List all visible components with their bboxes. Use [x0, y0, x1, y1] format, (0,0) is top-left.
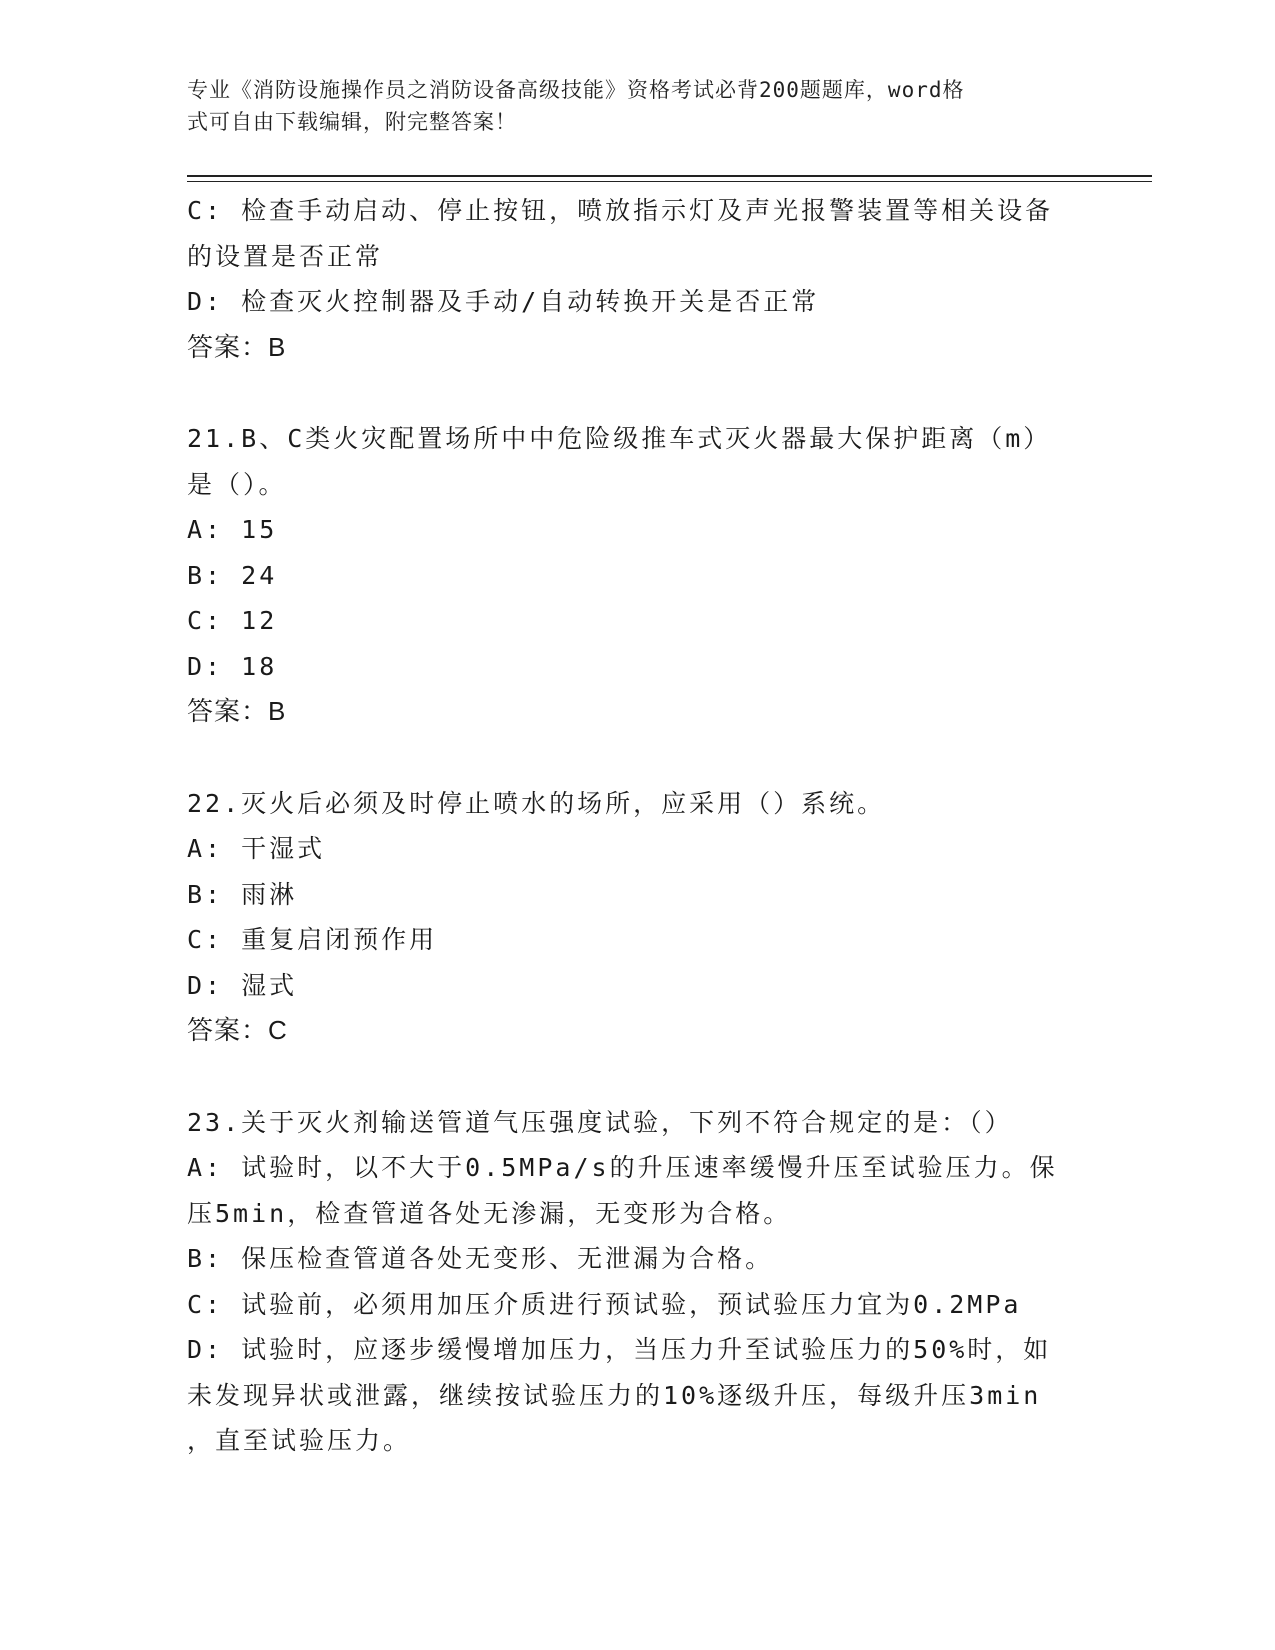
q22-answer: 答案：C [187, 1015, 288, 1045]
question-list [187, 188, 1087, 1464]
q23-option-a-line-2: 压5min，检查管道各处无渗漏，无变形为合格。 [187, 1198, 792, 1228]
q23-stem: 23.关于灭火剂输送管道气压强度试验，下列不符合规定的是：（） [187, 1107, 1013, 1137]
page-header [187, 74, 1067, 138]
q23-option-a-line-1: A: 试验时，以不大于0.5MPa/s的升压速率缓慢升压至试验压力。保 [187, 1153, 1058, 1182]
question-21 [187, 416, 1087, 735]
q20-option-c-line-2: 的设置是否正常 [187, 241, 384, 271]
header-line-2: 式可自由下载编辑，附完整答案！ [187, 110, 517, 134]
question-20-tail [187, 188, 1087, 370]
header-line-1: 专业《消防设施操作员之消防设备高级技能》资格考试必背200题题库，word格 [187, 78, 965, 102]
q23-option-b: B: 保压检查管道各处无变形、无泄漏为合格。 [187, 1244, 774, 1273]
q23-option-d-line-2: 未发现异状或泄露，继续按试验压力的10%逐级升压，每级升压3min [187, 1380, 1042, 1410]
spacer [187, 370, 1087, 416]
q21-option-b: B: 24 [187, 560, 278, 590]
q22-stem: 22.灭火后必须及时停止喷水的场所，应采用（）系统。 [187, 788, 886, 818]
q23-option-d-line-1: D: 试验时，应逐步缓慢增加压力，当压力升至试验压力的50%时，如 [187, 1335, 1052, 1364]
q21-stem-line-1: 21.B、C类火灾配置场所中中危险级推车式灭火器最大保护距离（m） [187, 424, 1052, 453]
header-divider-thin [187, 181, 1152, 182]
q21-option-a: A: 15 [187, 515, 278, 544]
header-divider-thick [187, 175, 1152, 177]
spacer [187, 735, 1087, 781]
q21-answer: 答案：B [187, 696, 287, 726]
q21-option-c: C: 12 [187, 606, 278, 635]
question-23 [187, 1100, 1087, 1464]
q22-option-a: A: 干湿式 [187, 834, 326, 863]
question-22 [187, 781, 1087, 1054]
q23-option-d-line-3: ，直至试验压力。 [187, 1426, 412, 1455]
q21-option-d: D: 18 [187, 651, 278, 681]
spacer [187, 1054, 1087, 1100]
q21-stem-line-2: 是（）。 [187, 469, 287, 499]
q20-answer: 答案：B [187, 331, 287, 362]
q23-option-c: C: 试验前，必须用加压介质进行预试验，预试验压力宜为0.2MPa [187, 1289, 1022, 1319]
q22-option-b: B: 雨淋 [187, 879, 298, 909]
q22-option-d: D: 湿式 [187, 970, 298, 1000]
q20-option-c-line-1: C: 检查手动启动、停止按钮，喷放指示灯及声光报警装置等相关设备 [187, 196, 1054, 225]
q22-option-c: C: 重复启闭预作用 [187, 925, 438, 954]
q20-option-d: D: 检查灭火控制器及手动/自动转换开关是否正常 [187, 287, 820, 316]
